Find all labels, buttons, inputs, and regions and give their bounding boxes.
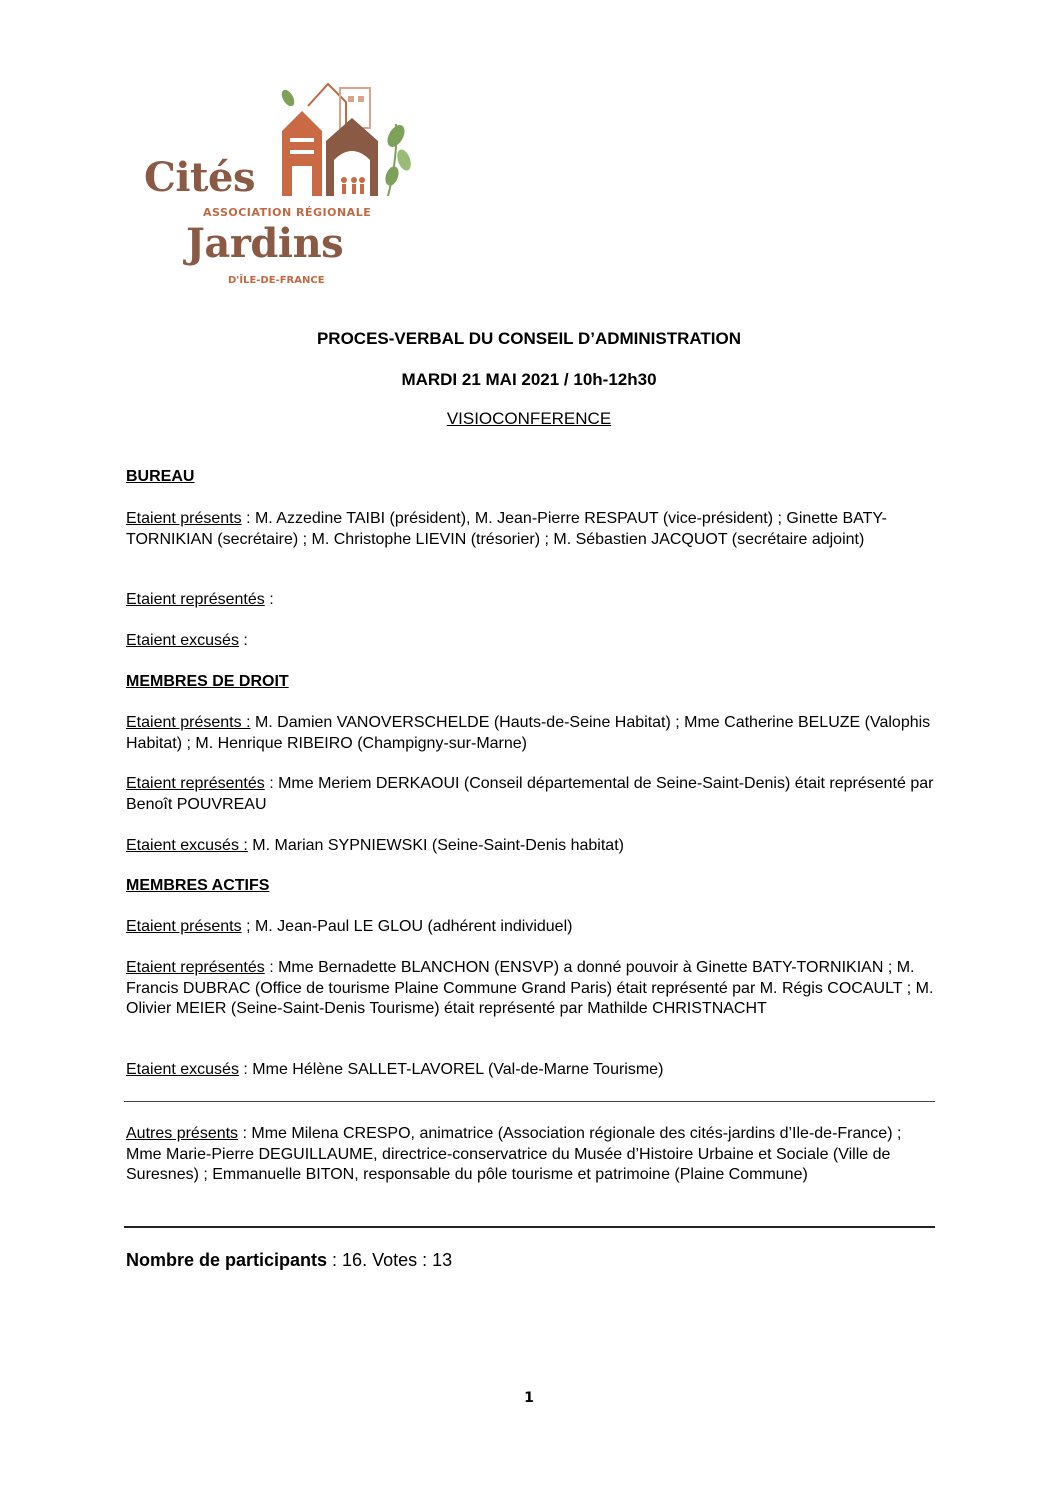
- autres-presents-text: : Mme Milena CRESPO, animatrice (Association régionale des cités-jardins d’Ile-de-France) ; Mme Marie-Pierre DEGUILLAUME, directrice-conservatrice du Musée d’Histoire Urbaine et Sociale (Ville de Suresnes) ; Emmanuelle BITON, responsable du pôle tourisme et patrimoine (Plaine Commune): [126, 1125, 902, 1183]
- autres-presents: [126, 1124, 936, 1186]
- bureau-excuses-label: Etaient excusés: [126, 632, 239, 649]
- droit-presents: [126, 713, 936, 754]
- bureau-presents-text: : M. Azzedine TAIBI (président), M. Jean-Pierre RESPAUT (vice-président) ; Ginette BATY-TORNIKIAN (secrétaire) ; M. Christophe LIEVIN (trésorier) ; M. Sébastien JACQUOT (secrétaire adjoint): [126, 510, 887, 548]
- logo-line-association: ASSOCIATION RÉGIONALE: [203, 206, 372, 219]
- bureau-presents-label: Etaient présents: [126, 510, 242, 527]
- document-title: PROCES-VERBAL DU CONSEIL D’ADMINISTRATION: [316, 329, 742, 348]
- actifs-excuses: [126, 1060, 936, 1081]
- bureau-representes: [126, 590, 936, 611]
- meeting-mode: VISIOCONFERENCE: [446, 409, 612, 428]
- page-number: 1: [524, 1390, 534, 1406]
- droit-presents-label: Etaient présents :: [126, 714, 251, 731]
- logo-line-jardins: Jardins: [186, 220, 344, 267]
- section-heading-membres-de-droit: MEMBRES DE DROIT: [126, 673, 289, 690]
- droit-representes-text: : Mme Meriem DERKAOUI (Conseil départemental de Seine-Saint-Denis) était représenté par Benoît POUVREAU: [126, 775, 934, 813]
- actifs-representes-text: : Mme Bernadette BLANCHON (ENSVP) a donné pouvoir à Ginette BATY-TORNIKIAN ; M. Francis DUBRAC (Office de tourisme Plaine Commune Grand Paris) était représenté par M. Régis COCAULT ; M. Olivier MEIER (Seine-Saint-Denis Tourisme) était représenté par Mathilde CHRISTNACHT: [126, 959, 934, 1017]
- divider-thick: [124, 1226, 935, 1228]
- section-heading-bureau: BUREAU: [126, 468, 195, 485]
- participants-summary: [126, 1250, 452, 1271]
- droit-representes-label: Etaient représentés: [126, 775, 265, 792]
- actifs-representes-label: Etaient représentés: [126, 959, 265, 976]
- actifs-presents: [126, 917, 936, 938]
- bureau-excuses: [126, 631, 936, 652]
- autres-presents-label: Autres présents: [126, 1125, 239, 1142]
- logo-line-region: D'ÎLE-DE-FRANCE: [228, 275, 325, 286]
- droit-excuses-text: M. Marian SYPNIEWSKI (Seine-Saint-Denis habitat): [247, 837, 624, 854]
- logo-line-cites: Cités: [144, 154, 255, 201]
- actifs-excuses-text: : Mme Hélène SALLET-LAVOREL (Val-de-Marne Tourisme): [238, 1061, 664, 1078]
- bureau-excuses-text: :: [238, 632, 248, 649]
- bureau-representes-text: :: [264, 591, 274, 608]
- houses-and-leaves-icon: [268, 76, 418, 206]
- actifs-representes: [126, 958, 936, 1020]
- section-heading-membres-actifs: MEMBRES ACTIFS: [126, 877, 270, 894]
- bureau-presents: [126, 509, 936, 550]
- organization-logo: [140, 72, 415, 292]
- participants-label: Nombre de participants: [126, 1250, 328, 1270]
- actifs-excuses-label: Etaient excusés: [126, 1061, 239, 1078]
- participants-values: : 16. Votes : 13: [327, 1250, 453, 1270]
- droit-excuses: [126, 836, 936, 857]
- droit-presents-text: M. Damien VANOVERSCHELDE (Hauts-de-Seine Habitat) ; Mme Catherine BELUZE (Valophis Habitat) ; M. Henrique RIBEIRO (Champigny-sur-Marne): [126, 714, 931, 752]
- actifs-presents-text: ; M. Jean-Paul LE GLOU (adhérent individuel): [241, 918, 573, 935]
- divider: [124, 1101, 935, 1102]
- droit-representes: [126, 774, 936, 815]
- bureau-representes-label: Etaient représentés: [126, 591, 265, 608]
- actifs-presents-label: Etaient présents: [126, 918, 242, 935]
- droit-excuses-label: Etaient excusés :: [126, 837, 248, 854]
- meeting-date: MARDI 21 MAI 2021 / 10h-12h30: [401, 370, 657, 389]
